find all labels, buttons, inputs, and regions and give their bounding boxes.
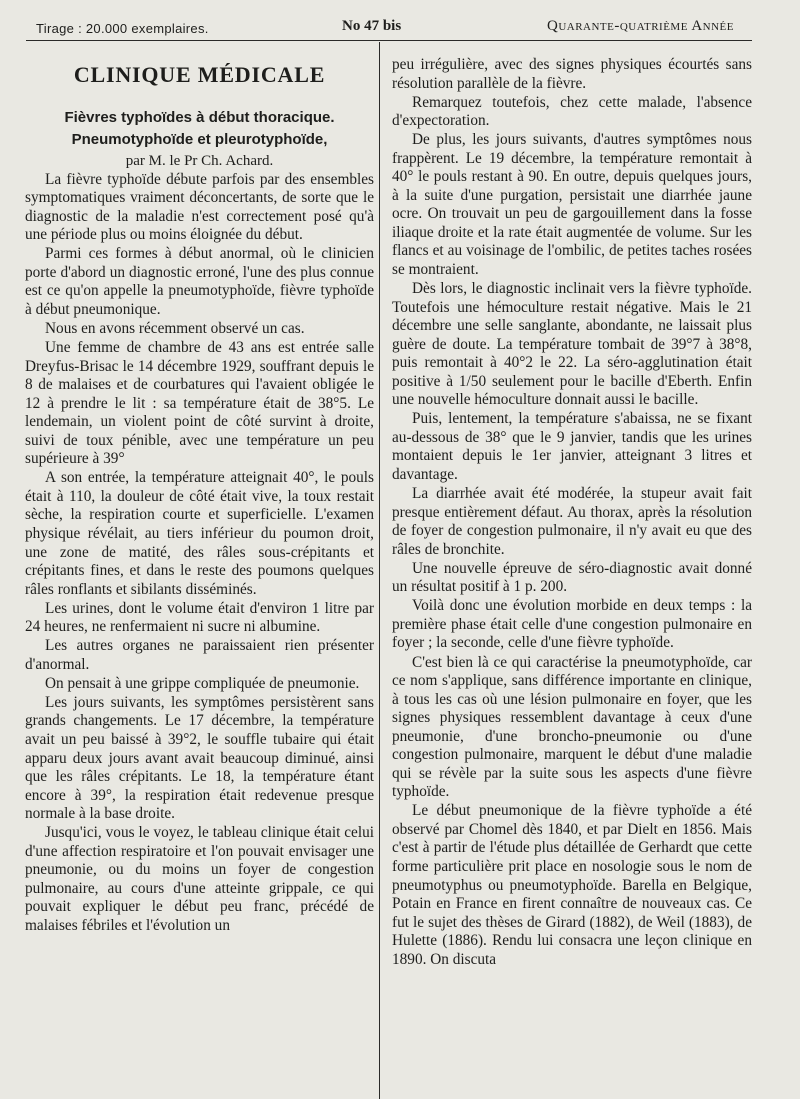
paragraph: Parmi ces formes à début anormal, où le clinicien porte d'abord un diagnostic erroné, l'une des plus connue est ce qu'on appelle la pneumotyphoïde, fièvre typhoïde à début pneumonique. (25, 245, 374, 318)
right-column (392, 56, 752, 969)
paragraph: Les autres organes ne paraissaient rien présenter d'anormal. (25, 637, 374, 673)
paragraph: On pensait à une grippe compliquée de pneumonie. (45, 674, 360, 692)
paragraph: Une nouvelle épreuve de séro-diagnostic avait donné un résultat positif à 1 p. 200. (392, 559, 752, 596)
paragraph: La fièvre typhoïde débute parfois par des ensembles symptomatiques vraiment déconcertants, de sorte que le diagnostic de la maladie n'est correctement posé qu'à une période plus ou moins éloignée du début. (25, 170, 374, 244)
paragraph: Une femme de chambre de 43 ans est entrée salle Dreyfus-Brisac le 14 décembre 1929, souffrant depuis le 8 de malaises et de courbatures qui l'avaient obligée le 12 à prendre le lit : sa température était de 38°5. Le lendemain, un violent point de côté survint à droite, suivi de toux pénible, avec une température un peu supérieure à 39° (25, 339, 374, 468)
paragraph: Puis, lentement, la température s'abaissa, ne se fixant au-dessous de 38° que le 9 janvier, tandis que les urines montaient depuis le 1er janvier, atteignant 3 litres et davantage. (392, 410, 752, 484)
paragraph: Remarquez toutefois, chez cette malade, l'absence d'expectoration. (392, 93, 752, 130)
paragraph: Voilà donc une évolution morbide en deux temps : la première phase était celle d'une congestion pulmonaire en foyer ; la seconde, celle d'une fièvre typhoïde. (392, 597, 752, 652)
section-title: CLINIQUE MÉDICALE (73, 62, 326, 87)
column-divider (379, 42, 380, 1099)
paragraph: Jusqu'ici, vous le voyez, le tableau clinique était celui d'une affection respiratoire et l'on pouvait envisager une pneumonie, ou du moins un foyer de congestion pulmonaire, au cours d'une atteinte grippale, ce qui pouvait expliquer le début peu franc, précédé de malaises fébriles et l'évolution un (25, 824, 374, 934)
paragraph: De plus, les jours suivants, d'autres symptômes nous frappèrent. Le 19 décembre, la température remontait à 40° le pouls restant à 90. En outre, depuis quelques jours, à la suite d'une purgation, persistait une diarrhée jaune ocre. On trouvait un peu de gargouillement dans la fosse iliaque droite et la rate était augmentée de volume. Sur les flancs et au voisinage de l'ombilic, de petites taches rosées se montraient. (392, 131, 752, 279)
left-column (25, 56, 374, 936)
volume-year: Quarante-quatrième Année (546, 18, 734, 34)
paragraph: Nous en avons récemment observé un cas. (45, 319, 305, 337)
paragraph: La diarrhée avait été modérée, la stupeur avait fait presque entièrement défaut. Au thorax, après la résolution de foyer de congestion pulmonaire, il n'y avait eu que des râles de bronchite. (392, 485, 752, 558)
print-run-note: Tirage : 20.000 exemplaires. (36, 21, 209, 36)
byline: par M. le Pr Ch. Achard. (125, 152, 274, 169)
paragraph: peu irrégulière, avec des signes physiques écourtés sans résolution parallèle de la fièvre. (392, 56, 752, 92)
paragraph: Dès lors, le diagnostic inclinait vers la fièvre typhoïde. Toutefois une hémoculture restait négative. Mais le 21 décembre une selle sanglante, abondante, ne laissait plus guère de doute. La température tombait de 39°7 à 38°8, puis remontait à 40°2 le 22. La séro-agglutination était positive à 1/50 seulement pour le bacille d'Eberth. Enfin une nouvelle hémoculture donnait aussi le bacille. (392, 280, 752, 409)
paragraph: A son entrée, la température atteignait 40°, le pouls était à 110, la douleur de côté était vive, la toux restait sèche, la respiration courte et superficielle. L'examen physique révélait, au tiers inférieur du poumon droit, une zone de matité, des râles sous-crépitants et crépitants fines, et dans le reste des poumons quelques râles ronflants et sibilants disséminés. (25, 469, 374, 598)
header-rule (26, 40, 752, 41)
paragraph: C'est bien là ce qui caractérise la pneumotyphoïde, car ce nom s'applique, sans différence importante en clinique, à tous les cas où une lésion pulmonaire en foyer, que les signes physiques ressemblent davantage à ceux d'une pneumonie, d'une broncho-pneumonie ou d'une congestion pulmonaire, marquent le début d'une maladie qui se révèle par la suite sous les aspects d'une fièvre typhoïde. (392, 653, 752, 801)
paragraph: Les urines, dont le volume était d'environ 1 litre par 24 heures, ne renfermaient ni sucre ni albumine. (25, 599, 374, 636)
paragraph: Le début pneumonique de la fièvre typhoïde a été observé par Chomel dès 1840, et par Dielt en 1856. Mais c'est à partir de l'étude plus détaillée de Gerhardt que cette forme particulière prit place en nosologie sous le nom de pneumotyphus ou pneumotyphoïde. Barella en Belgique, Potain en France en firent connaître de nouveaux cas. Ce fut le sujet des thèses de Girard (1882), de Weil (1883), de Hulette (1886). Rendu lui consacra une leçon clinique en 1890. On discuta (392, 802, 752, 968)
running-head (36, 16, 734, 40)
article-subtitle: Fièvres typhoïdes à début thoracique. (64, 108, 335, 126)
paragraph: Les jours suivants, les symptômes persistèrent sans grands changements. Le 17 décembre, la température avait un peu baissé à 39°2, le souffle tubaire qui était apparu deux jours avant avait beaucoup diminué, ainsi que les râles crépitants. Le 18, la température étant encore à 39°, la respiration était redevenue presque normale à la base droite. (25, 693, 374, 823)
issue-number: No 47 bis (342, 18, 402, 34)
article-subtitle: Pneumotyphoïde et pleurotyphoïde, (71, 131, 328, 149)
